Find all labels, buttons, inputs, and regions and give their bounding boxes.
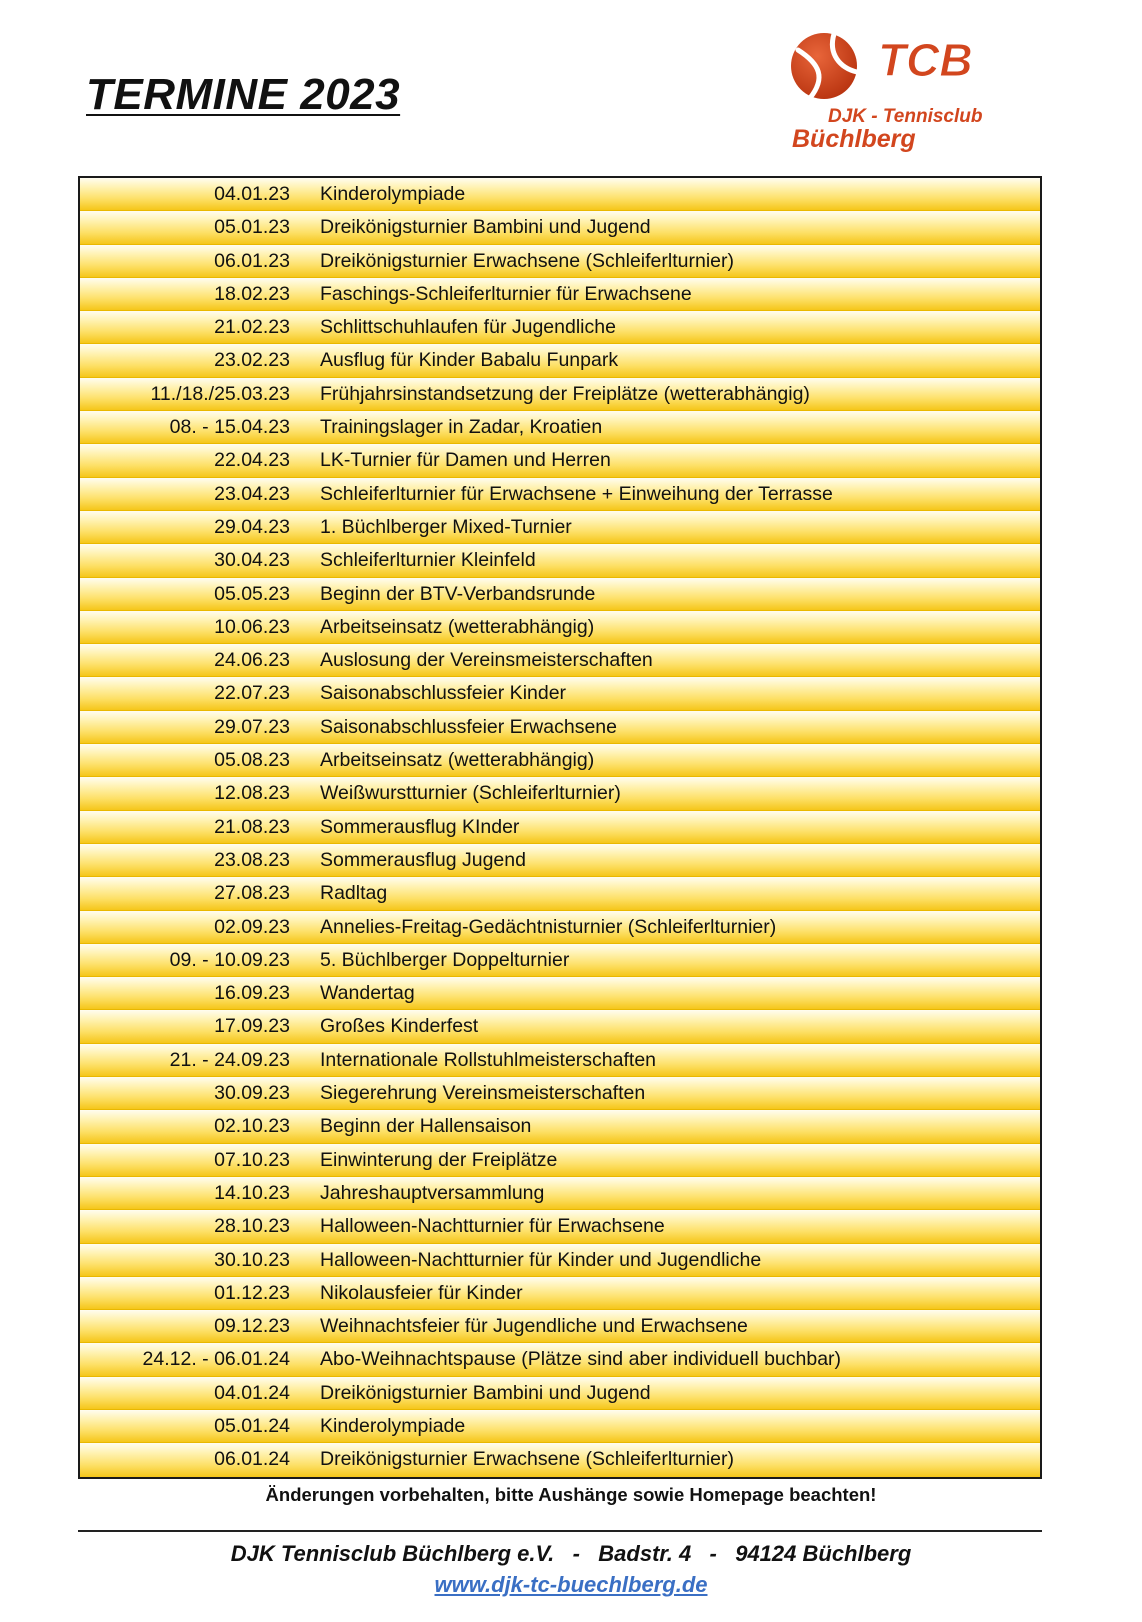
page-title: TERMINE 2023 xyxy=(86,70,401,119)
event-name: Trainingslager in Zadar, Kroatien xyxy=(320,416,603,439)
event-date: 12.08.23 xyxy=(214,782,290,805)
table-row xyxy=(80,1377,1040,1410)
event-name: Nikolausfeier für Kinder xyxy=(320,1281,523,1304)
event-date: 10.06.23 xyxy=(214,615,290,638)
event-name: Schleiferlturnier Kleinfeld xyxy=(320,549,536,572)
event-date: 21.08.23 xyxy=(214,815,290,838)
event-name: Abo-Weihnachtspause (Plätze sind aber individuell buchbar) xyxy=(320,1348,842,1371)
event-name: Sommerausflug Jugend xyxy=(320,848,526,871)
event-date: 23.08.23 xyxy=(214,848,290,871)
event-name: 1. Büchlberger Mixed-Turnier xyxy=(320,515,572,538)
event-date: 29.07.23 xyxy=(214,715,290,738)
event-name: Großes Kinderfest xyxy=(320,1015,479,1038)
event-date: 16.09.23 xyxy=(214,982,290,1005)
event-date: 30.09.23 xyxy=(214,1082,290,1105)
table-row xyxy=(80,478,1040,511)
event-name: Saisonabschlussfeier Kinder xyxy=(320,682,567,705)
club-logo xyxy=(786,28,1026,158)
event-name: Beginn der Hallensaison xyxy=(320,1115,532,1138)
event-date: 24.06.23 xyxy=(214,649,290,672)
table-row xyxy=(80,578,1040,611)
event-name: LK-Turnier für Damen und Herren xyxy=(320,449,611,472)
table-row xyxy=(80,1110,1040,1143)
event-date: 29.04.23 xyxy=(214,515,290,538)
event-date: 02.09.23 xyxy=(214,915,290,938)
table-row xyxy=(80,178,1040,211)
logo-town-name: Büchlberg xyxy=(792,125,916,153)
event-date: 05.08.23 xyxy=(214,749,290,772)
table-row xyxy=(80,378,1040,411)
table-row xyxy=(80,311,1040,344)
event-name: Kinderolympiade xyxy=(320,1414,466,1437)
table-row xyxy=(80,444,1040,477)
table-row xyxy=(80,1077,1040,1110)
table-row xyxy=(80,877,1040,910)
event-date: 07.10.23 xyxy=(214,1148,290,1171)
footer-divider xyxy=(78,1530,1042,1532)
event-name: Saisonabschlussfeier Erwachsene xyxy=(320,715,617,738)
event-date: 23.04.23 xyxy=(214,482,290,505)
event-name: Wandertag xyxy=(320,982,415,1005)
event-name: Jahreshauptversammlung xyxy=(320,1181,545,1204)
table-row xyxy=(80,544,1040,577)
event-name: Dreikönigsturnier Erwachsene (Schleiferlturnier) xyxy=(320,249,734,272)
event-date: 30.10.23 xyxy=(214,1248,290,1271)
table-row xyxy=(80,411,1040,444)
table-row xyxy=(80,1410,1040,1443)
event-name: Schlittschuhlaufen für Jugendliche xyxy=(320,316,616,339)
table-row xyxy=(80,1177,1040,1210)
event-name: Arbeitseinsatz (wetterabhängig) xyxy=(320,615,595,638)
table-row xyxy=(80,611,1040,644)
footer-address: DJK Tennisclub Büchlberg e.V. - Badstr. 4 - 94124 Büchlberg xyxy=(230,1541,912,1566)
disclaimer-note: Änderungen vorbehalten, bitte Aushänge sowie Homepage beachten! xyxy=(265,1484,877,1505)
event-date: 17.09.23 xyxy=(214,1015,290,1038)
table-row xyxy=(80,278,1040,311)
event-date: 21. - 24.09.23 xyxy=(169,1048,290,1071)
table-row xyxy=(80,977,1040,1010)
table-row xyxy=(80,1277,1040,1310)
events-table xyxy=(78,176,1042,1479)
event-name: Dreikönigsturnier Bambini und Jugend xyxy=(320,216,651,239)
table-row xyxy=(80,944,1040,977)
tennis-ball-logo-icon xyxy=(786,28,1026,108)
logo-initials: TCB xyxy=(878,34,973,86)
table-row xyxy=(80,1310,1040,1343)
event-name: Schleiferlturnier für Erwachsene + Einweihung der Terrasse xyxy=(320,482,833,505)
table-row xyxy=(80,911,1040,944)
event-name: Ausflug für Kinder Babalu Funpark xyxy=(320,349,619,372)
table-row xyxy=(80,211,1040,244)
event-date: 22.07.23 xyxy=(214,682,290,705)
event-name: Dreikönigsturnier Erwachsene (Schleiferlturnier) xyxy=(320,1448,734,1471)
event-date: 18.02.23 xyxy=(214,282,290,305)
event-name: Siegerehrung Vereinsmeisterschaften xyxy=(320,1082,646,1105)
event-date: 23.02.23 xyxy=(214,349,290,372)
website-link[interactable]: www.djk-tc-buechlberg.de xyxy=(434,1572,708,1597)
event-date: 08. - 15.04.23 xyxy=(169,416,290,439)
table-row xyxy=(80,1244,1040,1277)
table-row xyxy=(80,344,1040,377)
event-date: 06.01.23 xyxy=(214,249,290,272)
event-name: Auslosung der Vereinsmeisterschaften xyxy=(320,649,653,672)
event-date: 09.12.23 xyxy=(214,1315,290,1338)
event-date: 05.05.23 xyxy=(214,582,290,605)
event-date: 02.10.23 xyxy=(214,1115,290,1138)
event-name: Sommerausflug KInder xyxy=(320,815,520,838)
event-name: Beginn der BTV-Verbandsrunde xyxy=(320,582,596,605)
event-name: Frühjahrsinstandsetzung der Freiplätze (wetterabhängig) xyxy=(320,382,810,405)
event-date: 09. - 10.09.23 xyxy=(169,948,290,971)
event-date: 05.01.24 xyxy=(214,1414,290,1437)
event-date: 27.08.23 xyxy=(214,882,290,905)
table-row xyxy=(80,677,1040,710)
event-name: Einwinterung der Freiplätze xyxy=(320,1148,558,1171)
table-row xyxy=(80,811,1040,844)
event-date: 11./18./25.03.23 xyxy=(150,382,290,405)
event-date: 14.10.23 xyxy=(214,1181,290,1204)
table-row xyxy=(80,844,1040,877)
event-date: 24.12. - 06.01.24 xyxy=(142,1348,290,1371)
table-row xyxy=(80,1144,1040,1177)
event-name: Weißwurstturnier (Schleiferlturnier) xyxy=(320,782,621,805)
table-row xyxy=(80,711,1040,744)
event-name: Internationale Rollstuhlmeisterschaften xyxy=(320,1048,657,1071)
event-name: Annelies-Freitag-Gedächtnisturnier (Schleiferlturnier) xyxy=(320,915,777,938)
event-name: Halloween-Nachtturnier für Erwachsene xyxy=(320,1215,665,1238)
table-row xyxy=(80,511,1040,544)
table-row xyxy=(80,1044,1040,1077)
table-row xyxy=(80,1343,1040,1376)
table-row xyxy=(80,1443,1040,1476)
table-row xyxy=(80,744,1040,777)
event-name: 5. Büchlberger Doppelturnier xyxy=(320,948,570,971)
event-name: Arbeitseinsatz (wetterabhängig) xyxy=(320,749,595,772)
table-row xyxy=(80,644,1040,677)
event-date: 22.04.23 xyxy=(214,449,290,472)
table-row xyxy=(80,1210,1040,1243)
event-name: Halloween-Nachtturnier für Kinder und Jugendliche xyxy=(320,1248,762,1271)
logo-club-name: DJK - Tennisclub xyxy=(828,106,983,127)
event-name: Dreikönigsturnier Bambini und Jugend xyxy=(320,1381,651,1404)
event-name: Weihnachtsfeier für Jugendliche und Erwachsene xyxy=(320,1315,748,1338)
event-name: Radltag xyxy=(320,882,388,905)
event-name: Faschings-Schleiferlturnier für Erwachsene xyxy=(320,282,692,305)
table-row xyxy=(80,777,1040,810)
event-date: 06.01.24 xyxy=(214,1448,290,1471)
table-row xyxy=(80,1010,1040,1043)
event-date: 04.01.24 xyxy=(214,1381,290,1404)
event-date: 21.02.23 xyxy=(214,316,290,339)
table-row xyxy=(80,245,1040,278)
event-name: Kinderolympiade xyxy=(320,183,466,205)
event-date: 04.01.23 xyxy=(214,183,290,205)
event-date: 30.04.23 xyxy=(214,549,290,572)
event-date: 28.10.23 xyxy=(214,1215,290,1238)
event-date: 05.01.23 xyxy=(214,216,290,239)
event-date: 01.12.23 xyxy=(214,1281,290,1304)
